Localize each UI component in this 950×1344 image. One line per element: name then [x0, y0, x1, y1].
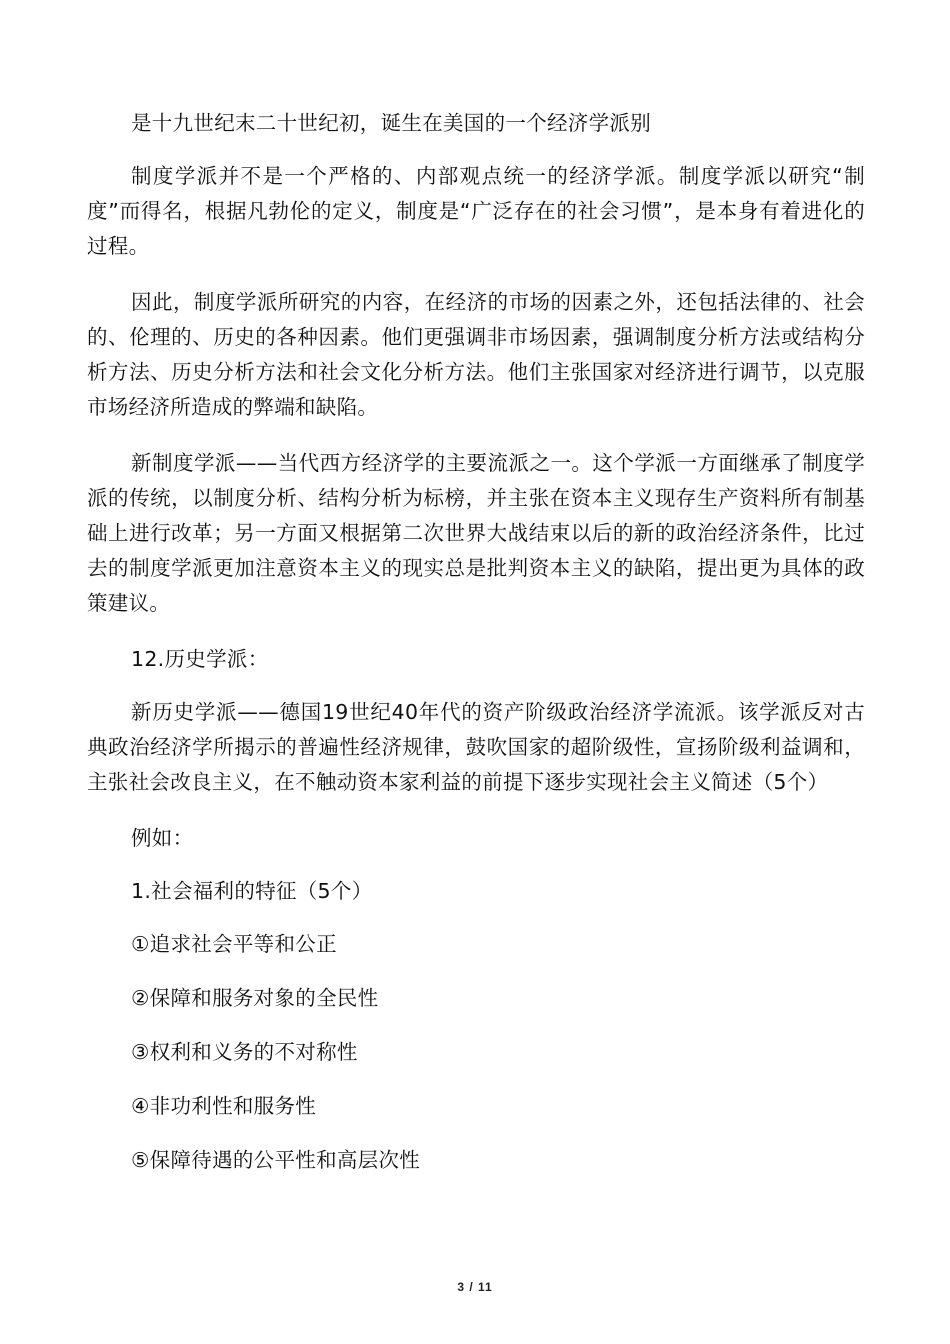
list-item: ①追求社会平等和公正 [131, 932, 337, 956]
paragraph-research-content: 因此，制度学派所研究的内容，在经济的市场的因素之外，还包括法律的、社会的、伦理的、历史的各种因素。他们更强调非市场因素，强调制度分析方法或结构分析方法、历史分析方法和社会文化分析方法。他们主张国家对经济进行调节，以克服市场经济所造成的弊端和缺陷。 [87, 290, 865, 419]
welfare-features-list [87, 927, 865, 1178]
page-content [87, 106, 865, 1197]
list-item: ⑤保障待遇的公平性和高层次性 [131, 1148, 421, 1172]
page-number: 3 / 11 [457, 1280, 493, 1294]
paragraph-new-historical-school: 新历史学派——德国19世纪40年代的资产阶级政治经济学流派。该学派反对古典政治经济学所揭示的普遍性经济规律，鼓吹国家的超阶级性，宣扬阶级利益调和，主张社会改良主义，在不触动资本家利益的前提下逐步实现社会主义简述（5个） [87, 700, 865, 794]
list-item: ③权利和义务的不对称性 [131, 1040, 358, 1064]
paragraph-institutional-school: 制度学派并不是一个严格的、内部观点统一的经济学派。制度学派以研究“制度”而得名，根据凡勃伦的定义，制度是“广泛存在的社会习惯”，是本身有着进化的过程。 [87, 164, 865, 258]
paragraph-intro: 是十九世纪末二十世纪初，诞生在美国的一个经济学派别 [131, 111, 651, 135]
list-item: ④非功利性和服务性 [131, 1094, 317, 1118]
list-heading-welfare-features: 1.社会福利的特征（5个） [131, 879, 373, 903]
paragraph-example-label: 例如： [131, 826, 194, 850]
paragraph-new-institutional-school: 新制度学派——当代西方经济学的主要流派之一。这个学派一方面继承了制度学派的传统，以制度分析、结构分析为标榜，并主张在资本主义现存生产资料所有制基础上进行改革；另一方面又根据第二次世界大战结束以后的新的政治经济条件，比过去的制度学派更加注意资本主义的现实总是批判资本主义的缺陷，提出更为具体的政策建议。 [87, 451, 865, 615]
list-item: ②保障和服务对象的全民性 [131, 986, 379, 1010]
section-heading-historical-school: 12.历史学派： [131, 647, 269, 671]
